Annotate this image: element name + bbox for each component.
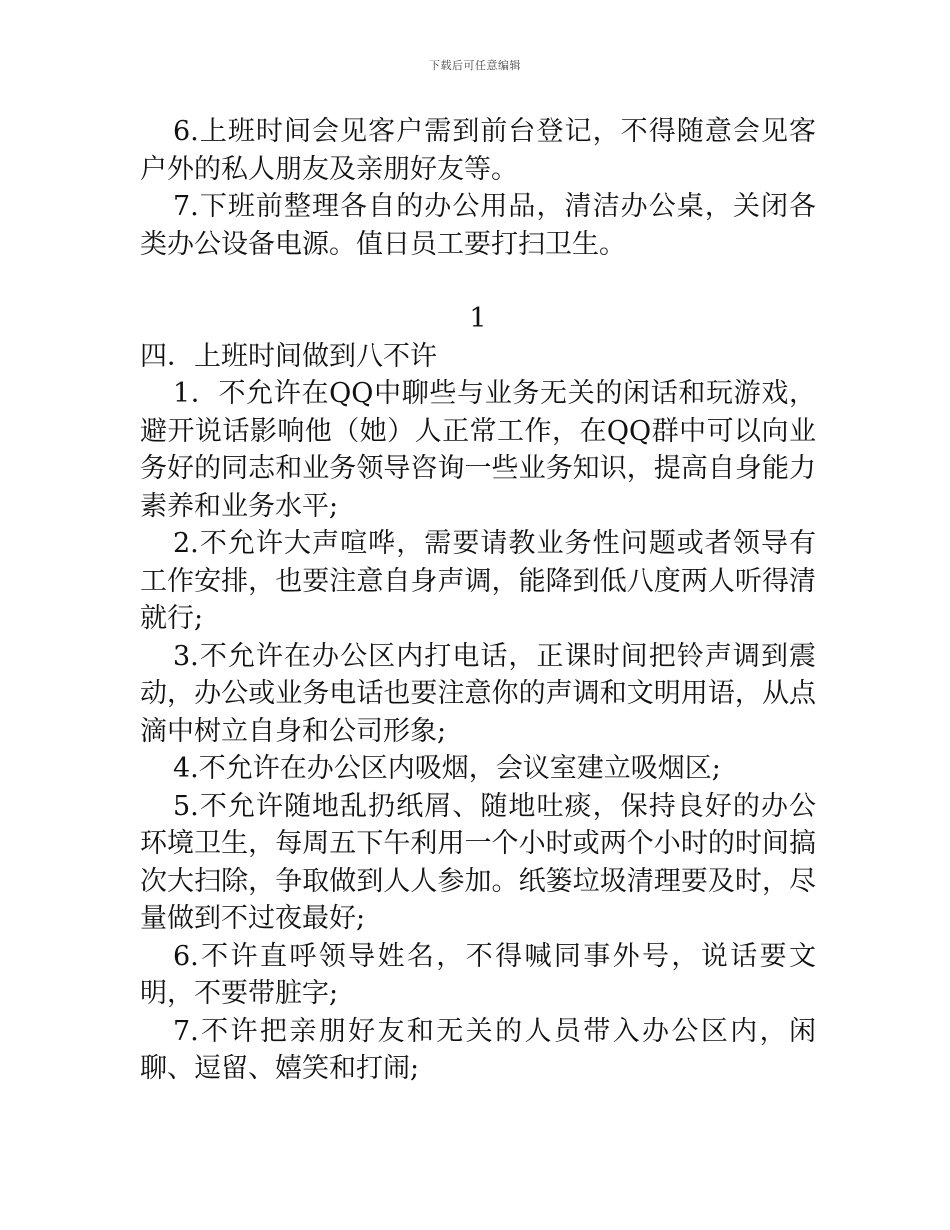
paragraph-7: 7.下班前整理各自的办公用品，清洁办公桌，关闭各类办公设备电源。值日员工要打扫卫生。 bbox=[140, 191, 816, 260]
rule-item-5: 5.不允许随地乱扔纸屑、随地吐痰，保持良好的办公环境卫生，每周五下午利用一个小时或两个小时的时间搞次大扫除，争取做到人人参加。纸篓垃圾清理要及时，尽量做到不过夜最好; bbox=[140, 790, 816, 934]
rule-item-4: 4.不允许在办公区内吸烟，会议室建立吸烟区; bbox=[173, 753, 721, 784]
rule-item-7: 7.不许把亲朋好友和无关的人员带入办公区内，闲聊、逗留、嬉笑和打闹; bbox=[140, 1015, 816, 1084]
rule-item-6: 6.不许直呼领导姓名，不得喊同事外号，说话要文明，不要带脏字; bbox=[140, 940, 816, 1009]
page-header: 下载后可任意编辑 bbox=[429, 59, 521, 72]
rule-item-3: 3.不允许在办公区内打电话，正课时间把铃声调到震动，办公或业务电话也要注意你的声调和文明用语，从点滴中树立自身和公司形象; bbox=[140, 640, 816, 747]
document-body bbox=[140, 113, 816, 1088]
section-title: 四．上班时间做到八不许 bbox=[140, 340, 437, 372]
page-number: 1 bbox=[469, 303, 487, 334]
rule-item-2: 2.不允许大声喧哗，需要请教业务性问题或者领导有工作安排，也要注意自身声调，能降到低八度两人听得清就行; bbox=[140, 528, 816, 634]
paragraph-6: 6.上班时间会见客户需到前台登记，不得随意会见客户外的私人朋友及亲朋好友等。 bbox=[140, 116, 816, 185]
rule-item-1: 1．不允许在QQ中聊些与业务无关的闲话和玩游戏，避开说话影响他（她）人正常工作，在QQ群中可以向业务好的同志和业务领导咨询一些业务知识，提高自身能力素养和业务水平; bbox=[140, 378, 816, 522]
